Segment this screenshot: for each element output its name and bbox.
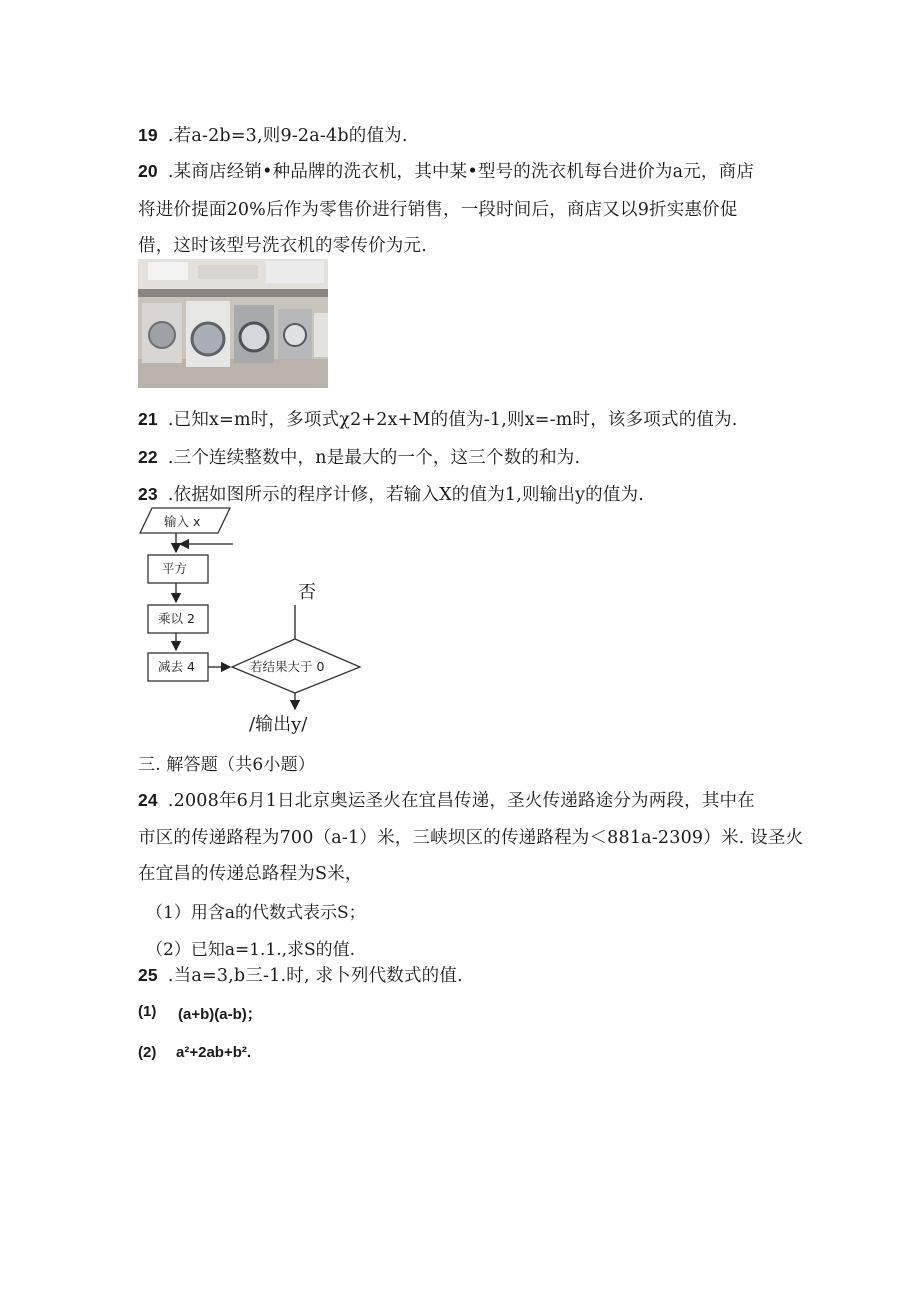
question-number: 25 — [138, 965, 158, 985]
input-label: 输入 x — [164, 514, 201, 529]
question-text-line-1: .某商店经销•种品牌的洗衣机，其中某•型号的洗衣机每台进价为a元，商店 — [167, 162, 755, 182]
question-24-part-1: （1）用含a的代数式表示S； — [146, 903, 366, 923]
washing-machine-photo — [138, 259, 328, 388]
section-3-title: 三. 解答题（共6小题） — [138, 755, 316, 775]
question-24-line-3: 在宜昌的传递总路程为S米， — [138, 864, 363, 884]
question-25-part-2: a²+2ab+b². — [176, 1044, 252, 1061]
question-20-line-3: 借，这时该型号洗衣机的零传价为元. — [138, 236, 427, 256]
question-20 — [138, 158, 754, 183]
question-21 — [138, 406, 738, 431]
question-number: 21 — [138, 409, 158, 429]
question-24 — [138, 787, 755, 812]
flowchart-output-label: /输出y/ — [249, 714, 308, 735]
question-25-part-1-label: (1) — [138, 1003, 157, 1020]
question-24-part-2: （2）已知a=1.1.,求S的值. — [146, 940, 356, 960]
condition-label: 若结果大于 0 — [250, 659, 325, 674]
subtract-label: 减去 4 — [158, 659, 195, 674]
program-flowchart — [138, 505, 368, 740]
question-text-line-1: .2008年6月1日北京奥运圣火在宜昌传递，圣火传递路途分为两段，其中在 — [167, 791, 755, 811]
question-20-line-2: 将进价提面20%后作为零售价进行销售，一段时间后，商店又以9折实惠价促 — [138, 200, 738, 220]
question-text: .当a=3,b三-1.时, 求卜列代数式的值. — [167, 966, 463, 986]
question-number: 24 — [138, 790, 158, 810]
question-text: .依据如图所示的程序计修，若输入X的值为1,则输出y的值为. — [167, 485, 645, 505]
question-25-part-2-label: (2) — [138, 1044, 157, 1061]
question-19 — [138, 122, 408, 147]
question-25-part-1: (a+b)(a-b)； — [178, 1006, 262, 1023]
question-number: 20 — [138, 161, 158, 181]
question-text: .已知x=m时，多项式χ2+2x+M的值为-1,则x=-m时，该多项式的值为. — [167, 410, 738, 430]
question-number: 23 — [138, 484, 158, 504]
multiply-label: 乘以 2 — [158, 611, 195, 626]
question-24-line-2: 市区的传递路程为700（a-1）米，三峡坝区的传递路程为＜881a-2309）米. 设圣火 — [138, 828, 804, 848]
question-23 — [138, 481, 644, 506]
question-25 — [138, 962, 463, 987]
question-number: 22 — [138, 447, 158, 467]
flowchart-no-label: 否 — [298, 582, 316, 603]
question-number: 19 — [138, 125, 158, 145]
question-text: .三个连续整数中，n是最大的一个，这三个数的和为. — [167, 448, 581, 468]
question-22 — [138, 444, 580, 469]
square-label: 平方 — [162, 561, 188, 576]
question-text: .若a-2b=3,则9-2a-4b的值为. — [167, 126, 408, 146]
